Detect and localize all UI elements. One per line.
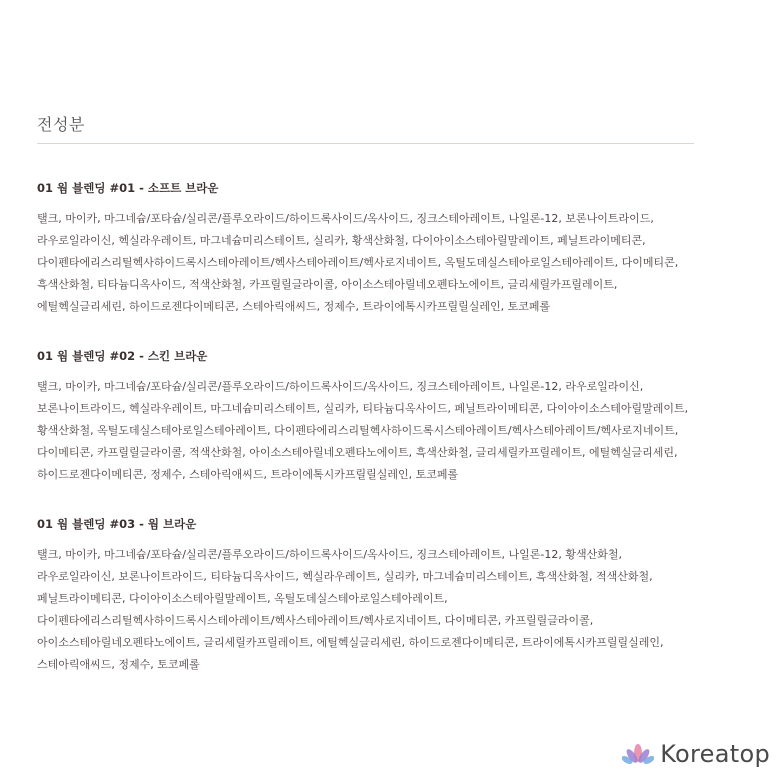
ingredient-section xyxy=(37,516,747,676)
ingredient-line: 탤크, 마이카, 마그네슘/포타슘/실리콘/플루오라이드/하이드록사이드/옥사이드, 징크스테아레이트, 나일론-12, 황색산화철, xyxy=(37,548,623,561)
ingredient-list xyxy=(37,544,737,676)
ingredient-line: 황색산화철, 옥틸도데실스테아로일스테아레이트, 다이펜타에리스리틸헥사하이드록시스테아레이트/헥사스테아레이트/헥사로지네이트, xyxy=(37,424,679,437)
ingredient-list xyxy=(37,208,737,318)
section-title: 01 웜 블렌딩 #01 - 소프트 브라운 xyxy=(37,181,219,195)
ingredient-line: 다이펜타에리스리틸헥사하이드록시스테아레이트/헥사스테아레이트/헥사로지네이트, 옥틸도데실스테아로일스테아레이트, 다이메티콘, xyxy=(37,256,679,269)
title-divider xyxy=(37,143,694,144)
ingredient-line: 페닐트라이메티콘, 다이아이소스테아릴말레이트, 옥틸도데실스테아로일스테아레이트, xyxy=(37,592,448,605)
ingredient-line: 탤크, 마이카, 마그네슘/포타슘/실리콘/플루오라이드/하이드록사이드/옥사이드, 징크스테아레이트, 나일론-12, 라우로일라이신, xyxy=(37,380,644,393)
ingredient-line: 하이드로젠다이메티콘, 정제수, 스테아릭애씨드, 트라이에톡시카프릴릴실레인, 토코페롤 xyxy=(37,468,459,481)
section-title: 01 웜 블렌딩 #03 - 웜 브라운 xyxy=(37,517,197,531)
ingredient-line: 다이펜타에리스리틸헥사하이드록시스테아레이트/헥사스테아레이트/헥사로지네이트, 다이메티콘, 카프릴릴글라이콜, xyxy=(37,614,594,627)
ingredient-section xyxy=(37,348,747,486)
ingredient-line: 흑색산화철, 티타늄디옥사이드, 적색산화철, 카프릴릴글라이콜, 아이소스테아릴네오펜타노에이트, 글리세릴카프릴레이트, xyxy=(37,278,618,291)
ingredient-line: 다이메티콘, 카프릴릴글라이콜, 적색산화철, 아이소스테아릴네오펜타노에이트, 흑색산화철, 글리세릴카프릴레이트, 에틸헥실글리세린, xyxy=(37,446,678,459)
ingredient-list xyxy=(37,376,737,486)
ingredient-line: 에틸헥실글리세린, 하이드로젠다이메티콘, 스테아릭애씨드, 정제수, 트라이에톡시카프릴릴실레인, 토코페롤 xyxy=(37,300,551,313)
ingredient-line: 라우로일라이신, 보론나이트라이드, 티타늄디옥사이드, 헥실라우레이트, 실리카, 마그네슘미리스테이트, 흑색산화철, 적색산화철, xyxy=(37,570,653,583)
ingredient-section xyxy=(37,180,747,318)
ingredient-line: 스테아릭애씨드, 정제수, 토코페롤 xyxy=(37,658,200,671)
lotus-icon xyxy=(622,742,654,766)
page-title: 전성분 xyxy=(37,115,85,134)
ingredient-line: 아이소스테아릴네오펜타노에이트, 글리세릴카프릴레이트, 에틸헥실글리세린, 하이드로젠다이메티콘, 트라이에톡시카프릴릴실레인, xyxy=(37,636,664,649)
section-title: 01 웜 블렌딩 #02 - 스킨 브라운 xyxy=(37,349,208,363)
watermark-text: Koreatop xyxy=(660,740,770,768)
ingredient-line: 탤크, 마이카, 마그네슘/포타슘/실리콘/플루오라이드/하이드록사이드/옥사이드, 징크스테아레이트, 나일론-12, 보론나이트라이드, xyxy=(37,212,654,225)
koreatop-watermark xyxy=(622,740,770,768)
ingredient-line: 보론나이트라이드, 헥실라우레이트, 마그네슘미리스테이트, 실리카, 티타늄디옥사이드, 페닐트라이메티콘, 다이아이소스테아릴말레이트, xyxy=(37,402,689,415)
ingredient-line: 라우로일라이신, 헥실라우레이트, 마그네슘미리스테이트, 실리카, 황색산화철, 다이아이소스테아릴말레이트, 페닐트라이메티콘, xyxy=(37,234,646,247)
